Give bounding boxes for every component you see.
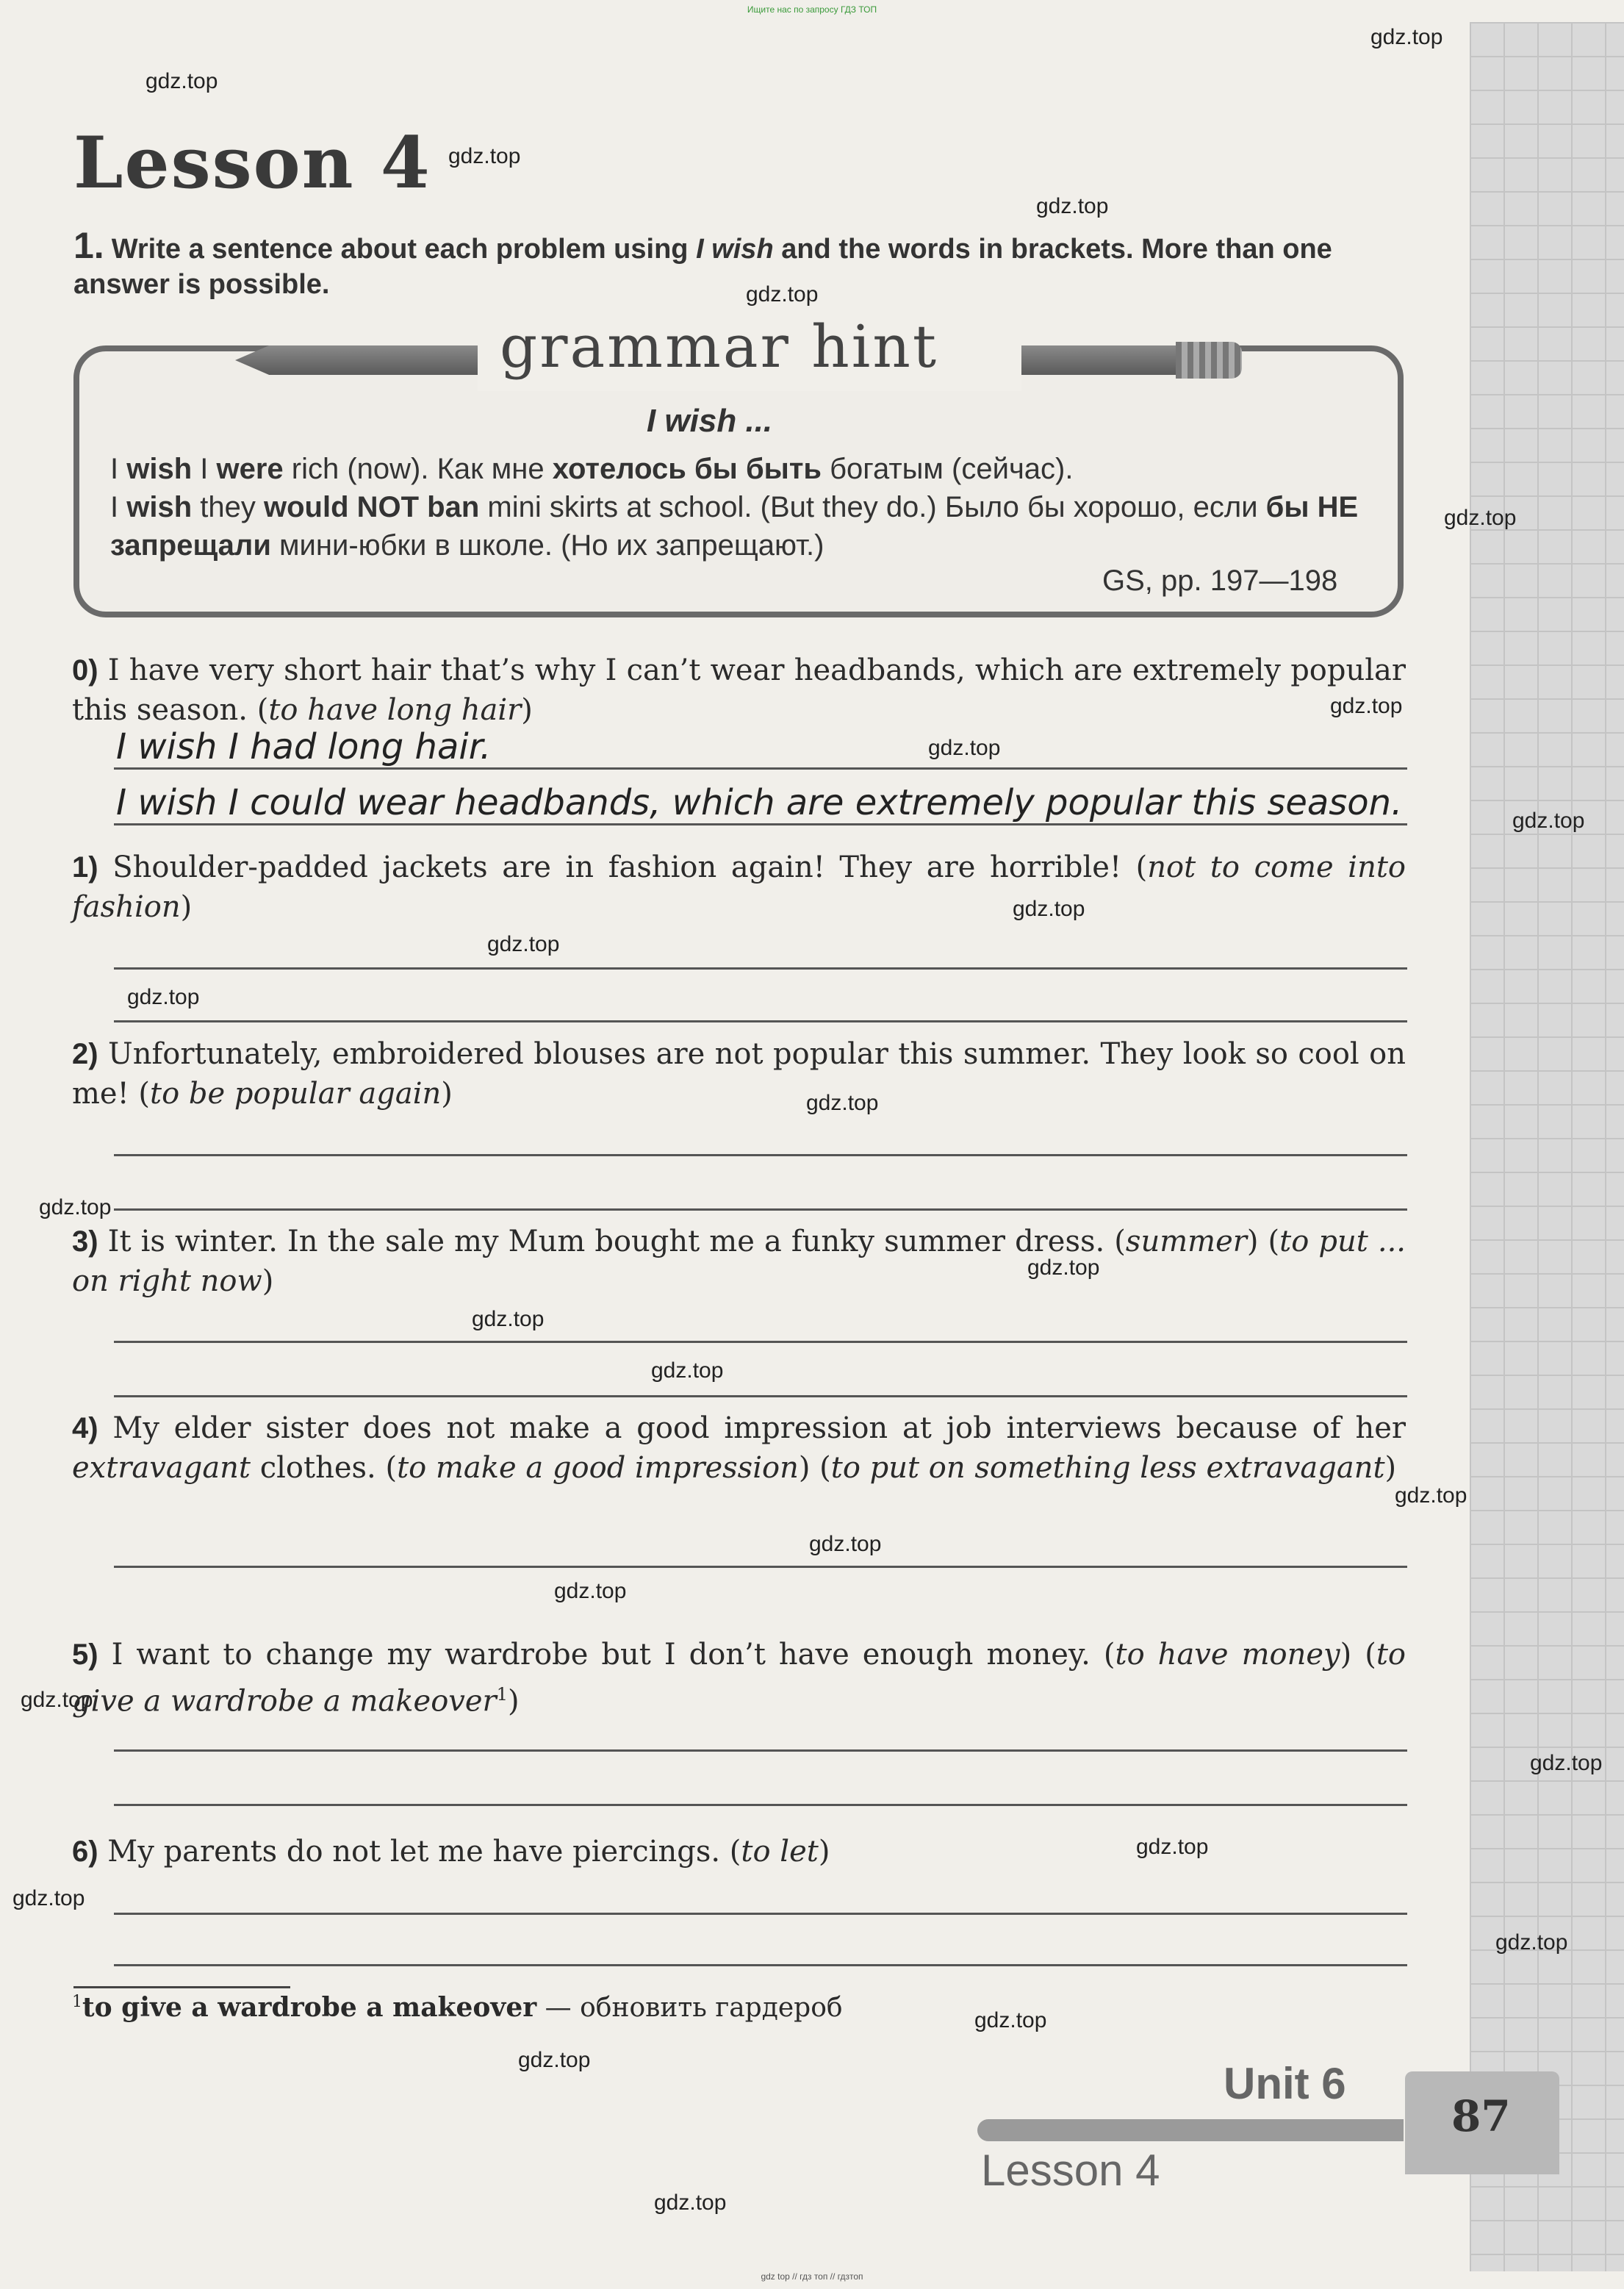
exercise-item-4: 4) My elder sister does not make a good impression at job interviews because of her extravagant clothes. (to make a good impression) (to put on something less extravagant)	[72, 1411, 1406, 1485]
grammar-reference: GS, pp. 197—198	[1102, 565, 1338, 597]
answer-line[interactable]	[114, 1804, 1407, 1806]
watermark: gdz.top	[39, 1195, 112, 1219]
answer-line[interactable]	[114, 1395, 1407, 1397]
exercise-instruction: 1. Write a sentence about each problem using I wish and the words in brackets. More than one answer is possible.	[73, 225, 1332, 300]
exercise-item-0: 0) I have very short hair that’s why I can’t wear headbands, which are extremely popular this season. (to have long hair)	[72, 653, 1406, 727]
watermark: gdz.top	[651, 1358, 724, 1383]
footer-bar	[977, 2119, 1404, 2141]
watermark: gdz.top	[1395, 1483, 1467, 1508]
footer-note: gdz top // гдз топ // гдзтоп	[761, 2271, 863, 2282]
eraser-icon	[1176, 342, 1242, 379]
watermark: gdz.top	[21, 1688, 93, 1712]
answer-line[interactable]	[114, 767, 1407, 770]
watermark: gdz.top	[806, 1091, 879, 1115]
watermark: gdz.top	[1013, 897, 1085, 921]
watermark: gdz.top	[448, 144, 521, 168]
watermark: gdz.top	[127, 985, 200, 1009]
exercise-item-2: 2) Unfortunately, embroidered blouses are not popular this summer. They look so cool on me! (to be popular again)	[72, 1037, 1406, 1111]
watermark: gdz.top	[1530, 1751, 1603, 1775]
watermark: gdz.top	[1330, 694, 1403, 718]
watermark: gdz.top	[1495, 1930, 1568, 1955]
page-number: 87	[1451, 2091, 1511, 2141]
answer-line[interactable]	[114, 1964, 1407, 1966]
answer-line[interactable]	[114, 1913, 1407, 1915]
answer-line[interactable]	[114, 1566, 1407, 1568]
grammar-hint-example-1: I wish I were rich (now). Как мне хотелось бы быть богатым (сейчас).	[110, 453, 1074, 485]
answer-line[interactable]	[114, 1208, 1407, 1211]
exercise-item-3: 3) It is winter. In the sale my Mum bought me a funky summer dress. (summer) (to put ... on right now)	[72, 1225, 1406, 1298]
answer-line[interactable]	[114, 1749, 1407, 1752]
unit-label: Unit 6	[1224, 2059, 1346, 2108]
watermark: gdz.top	[1027, 1255, 1100, 1280]
watermark: gdz.top	[1444, 506, 1517, 530]
watermark: gdz.top	[654, 2191, 727, 2215]
watermark: gdz.top	[472, 1307, 545, 1331]
watermark: gdz.top	[1036, 194, 1109, 218]
watermark: gdz.top	[145, 69, 218, 93]
watermark: gdz.top	[974, 2008, 1047, 2032]
watermark: gdz.top	[809, 1532, 882, 1556]
header-note: Ищите нас по запросу ГДЗ ТОП	[747, 4, 877, 15]
answer-line[interactable]	[114, 1020, 1407, 1022]
grammar-hint-heading: I wish ...	[647, 403, 773, 439]
grammar-hint-title: grammar hint	[500, 312, 939, 381]
exercise-item-5: 5) I want to change my wardrobe but I don’t have enough money. (to have money) (to give a wardrobe a makeover$^1$)	[72, 1638, 1406, 1719]
watermark: gdz.top	[1512, 809, 1585, 833]
watermark: gdz.top	[518, 2048, 591, 2072]
watermark: gdz.top	[928, 736, 1001, 760]
exercise-number: 1.	[73, 225, 104, 266]
answer-line[interactable]	[114, 967, 1407, 970]
watermark: gdz.top	[487, 932, 560, 956]
watermark: gdz.top	[554, 1579, 627, 1603]
answer-line[interactable]	[114, 823, 1407, 825]
watermark: gdz.top	[1136, 1835, 1209, 1859]
answer-text: I wish I could wear headbands, which are extremely popular this season.	[116, 782, 1403, 823]
lesson-label: Lesson 4	[981, 2146, 1160, 2195]
watermark: gdz.top	[1370, 25, 1443, 49]
exercise-item-1: 1) Shoulder-padded jackets are in fashion again! They are horrible! (not to come into fashion)	[72, 850, 1406, 924]
watermark: gdz.top	[12, 1886, 85, 1910]
pencil-icon	[235, 345, 478, 375]
footnote-rule	[73, 1986, 290, 1988]
grammar-hint-example-2: I wish they would NOT ban mini skirts at school. (But they do.) Было бы хорошо, если бы НЕ запрещали мини-юбки в школе. (Но их запрещают.)	[110, 491, 1359, 562]
watermark: gdz.top	[746, 282, 819, 307]
exercise-item-6: 6) My parents do not let me have piercings. (to let)	[72, 1835, 830, 1869]
lesson-title: Lesson 4	[73, 121, 431, 204]
answer-line[interactable]	[114, 1341, 1407, 1343]
answer-line[interactable]	[114, 1154, 1407, 1156]
answer-text: I wish I had long hair.	[116, 726, 492, 767]
footnote: $^1$to give a wardrobe a makeover — обновить гардероб	[72, 1992, 843, 2023]
